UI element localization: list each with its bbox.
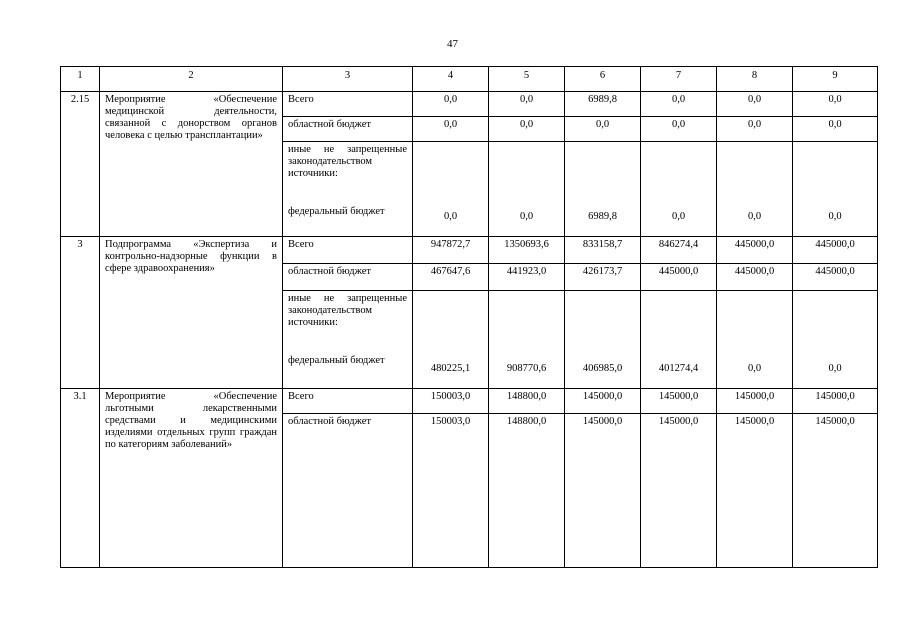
page-number: 47 (447, 38, 458, 50)
value-cell: 6989,8 (565, 142, 641, 237)
value-cell: 0,0 (793, 142, 878, 237)
value-cell: 150003,0 (413, 414, 489, 568)
value-cell: 145000,0 (641, 389, 717, 414)
source-label: областной бюджет (283, 117, 413, 142)
table-row (61, 92, 878, 117)
source-cell (283, 291, 413, 389)
value-cell: 0,0 (717, 142, 793, 237)
column-header: 6 (565, 67, 641, 92)
value-cell: 145000,0 (793, 389, 878, 414)
value-cell: 947872,7 (413, 237, 489, 264)
source-label: областной бюджет (283, 264, 413, 291)
source-label: Всего (283, 389, 413, 414)
value-cell: 441923,0 (489, 264, 565, 291)
value-cell: 145000,0 (717, 389, 793, 414)
other-sources-label: иные не запрещенные законодательством источники: (288, 144, 407, 179)
value-cell: 833158,7 (565, 237, 641, 264)
value-cell: 145000,0 (565, 389, 641, 414)
value-cell: 445000,0 (641, 264, 717, 291)
source-cell (283, 142, 413, 237)
value-cell: 6989,8 (565, 92, 641, 117)
item-number: 2.15 (61, 92, 100, 237)
value-cell: 0,0 (717, 92, 793, 117)
value-cell: 0,0 (793, 92, 878, 117)
column-header: 9 (793, 67, 878, 92)
value-cell: 445000,0 (793, 237, 878, 264)
item-number: 3.1 (61, 389, 100, 568)
value-cell: 426173,7 (565, 264, 641, 291)
budget-table (60, 66, 878, 568)
value-cell: 0,0 (565, 117, 641, 142)
value-cell: 148800,0 (489, 414, 565, 568)
value-cell: 0,0 (489, 117, 565, 142)
value-cell: 1350693,6 (489, 237, 565, 264)
value-cell: 145000,0 (717, 414, 793, 568)
value-cell: 445000,0 (793, 264, 878, 291)
item-title: Мероприятие «Обеспечение медицинской деятельности, связанной с донорством органов человека с целью трансплантации» (100, 92, 283, 237)
table-row (61, 389, 878, 414)
value-cell: 0,0 (641, 92, 717, 117)
value-cell: 445000,0 (717, 237, 793, 264)
value-cell: 846274,4 (641, 237, 717, 264)
value-cell: 0,0 (489, 92, 565, 117)
other-sources-label: иные не запрещенные законодательством источники: (288, 293, 407, 328)
source-label: областной бюджет (283, 414, 413, 568)
value-cell: 445000,0 (717, 264, 793, 291)
item-title: Мероприятие «Обеспечение льготными лекарственными средствами и медицинскими изделиями отдельных групп граждан по категориям заболеваний» (100, 389, 283, 568)
value-cell: 145000,0 (793, 414, 878, 568)
value-cell: 148800,0 (489, 389, 565, 414)
source-label: Всего (283, 92, 413, 117)
value-cell: 406985,0 (565, 291, 641, 389)
value-cell: 0,0 (717, 117, 793, 142)
column-header: 3 (283, 67, 413, 92)
table-row (61, 237, 878, 264)
item-number: 3 (61, 237, 100, 389)
federal-budget-label: федеральный бюджет (288, 206, 385, 217)
value-cell: 467647,6 (413, 264, 489, 291)
federal-budget-label: федеральный бюджет (288, 355, 385, 366)
column-header: 1 (61, 67, 100, 92)
header-row (61, 67, 878, 92)
value-cell: 0,0 (793, 291, 878, 389)
value-cell: 0,0 (641, 142, 717, 237)
value-cell: 0,0 (413, 142, 489, 237)
value-cell: 0,0 (641, 117, 717, 142)
item-title: Подпрограмма «Экспертиза и контрольно-надзорные функции в сфере здравоохранения» (100, 237, 283, 389)
column-header: 2 (100, 67, 283, 92)
value-cell: 480225,1 (413, 291, 489, 389)
value-cell: 908770,6 (489, 291, 565, 389)
value-cell: 0,0 (413, 117, 489, 142)
value-cell: 150003,0 (413, 389, 489, 414)
column-header: 5 (489, 67, 565, 92)
column-header: 8 (717, 67, 793, 92)
column-header: 4 (413, 67, 489, 92)
source-label: Всего (283, 237, 413, 264)
value-cell: 401274,4 (641, 291, 717, 389)
value-cell: 0,0 (793, 117, 878, 142)
value-cell: 145000,0 (641, 414, 717, 568)
value-cell: 0,0 (717, 291, 793, 389)
column-header: 7 (641, 67, 717, 92)
value-cell: 0,0 (413, 92, 489, 117)
value-cell: 145000,0 (565, 414, 641, 568)
value-cell: 0,0 (489, 142, 565, 237)
